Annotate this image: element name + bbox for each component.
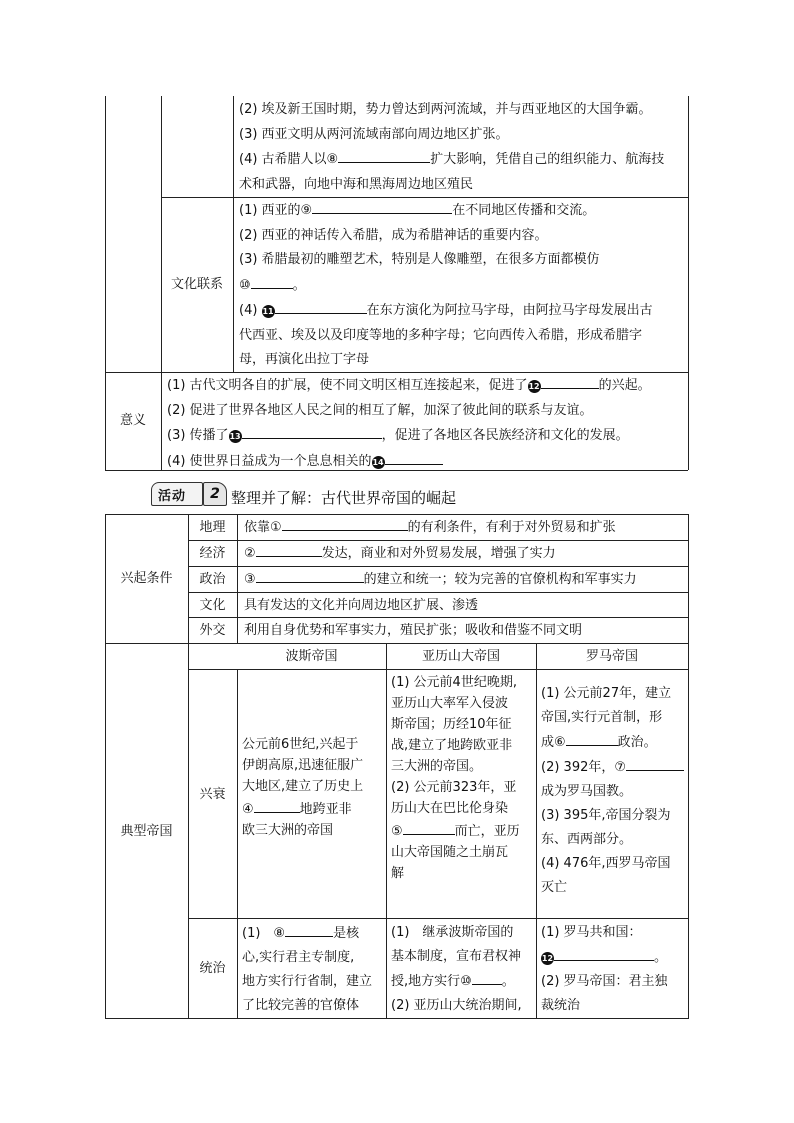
condition-key: 政治 [199, 572, 226, 587]
fill-blank-6[interactable] [566, 730, 618, 746]
condition-value: 依靠① 的有利条件，有利于对外贸易和扩张 [237, 515, 688, 540]
text-line: 母，再演化出拉丁字母 [239, 352, 370, 367]
number-badge: 12 [541, 954, 554, 963]
fill-blank-9[interactable] [312, 198, 452, 214]
text-line: (4) 使世界日益成为一个息息相关的14 [167, 449, 682, 475]
text-line: 代西亚、埃及以及印度等地的多种字母；它向西传入希腊，形成希腊字 [239, 327, 643, 343]
fill-blank-10b[interactable] [472, 969, 502, 985]
number-badge: 11 [262, 307, 274, 316]
rome-rise-cell: (1) 公元前27年，建立 帝国,实行元首制，形 成⑥ 政治。 (2) 392年，⑦ 成为罗马国教。 (3) 395年,帝国分裂为 东、西两部分。 (4) 476年,西罗马帝国 灭亡 [536, 682, 688, 900]
fill-blank-2[interactable] [256, 541, 322, 557]
alexander-rise-cell: (1) 公元前4世纪晚期, 亚历山大率军入侵波 斯帝国；历经10年征 战,建立了地跨欧亚非 三大洲的帝国。 (2) 公元前323年，亚 历山大在巴比伦身染 ⑤ 而亡，亚历 山大帝国随之土崩瓦 解 [391, 675, 520, 881]
condition-key: 文化 [199, 597, 226, 613]
activity-number-badge: 2 [203, 482, 227, 506]
condition-key: 地理 [199, 520, 226, 535]
fill-blank-7[interactable] [626, 755, 684, 771]
header-rome: 罗马帝国 [585, 649, 638, 664]
condition-value: ③ 的建立和统一；较为完善的官僚机构和军事实力 [237, 567, 688, 592]
fill-blank-8[interactable] [338, 147, 430, 163]
condition-value: 具有发达的文化并向周边地区扩展、渗透 [244, 598, 479, 613]
text-line: (3) 西亚文明从两河流域南部向周边地区扩张。 [239, 126, 509, 142]
fill-blank-5[interactable] [403, 819, 455, 835]
number-badge: 13 [229, 432, 241, 441]
text-line: 术和武器，向地中海和黑海周边地区殖民 [239, 176, 474, 192]
text-line: (3) 希腊最初的雕塑艺术，特别是人像雕塑，在很多方面都模仿 [239, 252, 600, 267]
text-line: ⑩ 。 [239, 273, 682, 299]
header-alexander: 亚历山大帝国 [421, 649, 500, 664]
text-line: (2) 促进了世界各地区人民之间的相互了解，加深了彼此间的联系与友谊。 [167, 402, 593, 418]
activity-tag: 活动 [151, 482, 203, 506]
cultural-label: 文化联系 [170, 276, 223, 292]
fill-blank-12[interactable] [541, 373, 599, 389]
rome-governance-cell: (1) 罗马共和国： 12 。 (2) 罗马帝国：君主独 裁统治 [541, 925, 668, 1013]
header-persia: 波斯帝国 [285, 649, 338, 664]
condition-value: 利用自身优势和军事实力，殖民扩张；吸收和借鉴不同文明 [244, 623, 583, 638]
condition-key: 外交 [199, 623, 226, 638]
fill-blank-4[interactable] [254, 797, 300, 813]
typical-empires-label: 典型帝国 [120, 823, 173, 839]
text-line: (4) 古希腊人以⑧ 扩大影响，凭借自己的组织能力、航海技 [239, 147, 682, 173]
text-line: (2) 埃及新王国时期，势力曾达到两河流域，并与西亚地区的大国争霸。 [239, 102, 652, 117]
text-line: (1) 古代文明各自的扩展，使不同文明区相互连接起来，促进了12 的兴起。 [167, 373, 682, 399]
text-line: (1) 西亚的⑨ 在不同地区传播和交流。 [239, 198, 682, 224]
condition-value: ② 发达，商业和对外贸易发展，增强了实力 [237, 541, 688, 566]
rise-conditions-label: 兴起条件 [120, 571, 173, 586]
fill-blank-11[interactable] [275, 298, 367, 314]
text-line: (2) 西亚的神话传入希腊，成为希腊神话的重要内容。 [239, 227, 548, 243]
meaning-label: 意义 [119, 413, 146, 429]
fill-blank-14[interactable] [385, 449, 443, 465]
fill-blank-13[interactable] [242, 423, 382, 439]
rise-fall-label: 兴衰 [199, 786, 226, 802]
fill-blank-12b[interactable] [554, 945, 654, 961]
fill-blank-3[interactable] [256, 567, 364, 583]
text-line: (4) 11 在东方演化为阿拉马字母，由阿拉马字母发展出古 [239, 298, 682, 324]
number-badge: 14 [372, 457, 384, 467]
fill-blank-10[interactable] [251, 273, 293, 289]
alexander-governance-cell: (1) 继承波斯帝国的 基本制度，宣布君权神 授,地方实行⑩ 。 (2) 亚历山大统治期间, [391, 925, 522, 1013]
governance-label: 统治 [199, 961, 226, 976]
text-line: (3) 传播了13 ，促进了各地区各民族经济和文化的发展。 [167, 423, 682, 449]
condition-key: 经济 [199, 546, 226, 561]
activity-title: 整理并了解：古代世界帝国的崛起 [231, 489, 457, 507]
fill-blank-1[interactable] [282, 515, 408, 531]
persia-rise-cell: 公元前6世纪,兴起于 伊朗高原,迅速征服广 大地区,建立了历史上 ④ 地跨亚非 欧三大洲的帝国 [242, 737, 364, 838]
number-badge: 12 [528, 382, 540, 391]
fill-blank-8b[interactable] [285, 921, 333, 937]
persia-governance-cell: (1) ⑧ 是核 心,实行君主专制度, 地方实行行省制，建立 了比较完善的官僚体 [237, 921, 386, 1018]
